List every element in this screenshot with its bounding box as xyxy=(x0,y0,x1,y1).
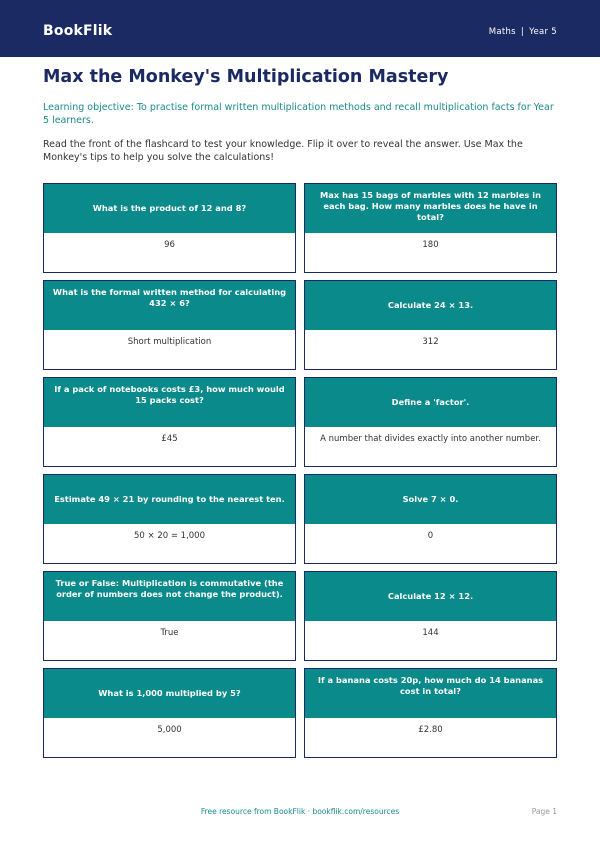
flashcard-answer: True xyxy=(160,628,179,638)
flashcard-question: True or False: Multiplication is commutative (the order of numbers does not change the product). xyxy=(44,572,295,621)
flashcard-question: Max has 15 bags of marbles with 12 marbles in each bag. How many marbles does he have in total? xyxy=(305,184,556,233)
flashcard-answer: 180 xyxy=(422,240,439,250)
flashcard[interactable] xyxy=(304,571,557,661)
instructions-text: Read the front of the flashcard to test your knowledge. Flip it over to reveal the answer. Use Max the Monkey's tips to help you solve the calculations! xyxy=(43,139,523,163)
flashcard[interactable] xyxy=(304,183,557,273)
subject-label: Maths xyxy=(488,27,516,37)
flashcard-answer: £2.80 xyxy=(418,725,443,735)
flashcard-question: What is 1,000 multiplied by 5? xyxy=(44,669,295,718)
year-label: Year 5 xyxy=(529,27,557,37)
flashcard[interactable] xyxy=(43,668,296,758)
flashcard-answer: 0 xyxy=(427,531,434,541)
flashcard[interactable] xyxy=(304,280,557,370)
page-title: Max the Monkey's Multiplication Mastery xyxy=(43,67,449,87)
flashcard[interactable] xyxy=(43,474,296,564)
flashcard[interactable] xyxy=(43,183,296,273)
brand-logo-text[interactable]: BookFlik xyxy=(43,23,113,39)
meta-separator: | xyxy=(520,27,525,37)
footer-credit[interactable]: Free resource from BookFlik · bookflik.com/resources xyxy=(200,807,400,816)
page-number: Page 1 xyxy=(531,807,557,816)
flashcard-answer: Short multiplication xyxy=(127,337,212,347)
flashcard-question: If a pack of notebooks costs £3, how much would 15 packs cost? xyxy=(44,378,295,427)
flashcard-answer: 144 xyxy=(422,628,439,638)
flashcard-answer: 5,000 xyxy=(157,725,182,735)
flashcard-question: Solve 7 × 0. xyxy=(305,475,556,524)
subject-year-label xyxy=(489,26,557,38)
flashcard-question: What is the formal written method for calculating 432 × 6? xyxy=(44,281,295,330)
flashcard-question: Calculate 24 × 13. xyxy=(305,281,556,330)
flashcard[interactable] xyxy=(43,571,296,661)
flashcard-question: If a banana costs 20p, how much do 14 bananas cost in total? xyxy=(305,669,556,718)
learning-objective: Learning objective: To practise formal written multiplication methods and recall multiplication facts for Year 5 learners. xyxy=(43,102,554,126)
flashcard-question: Estimate 49 × 21 by rounding to the nearest ten. xyxy=(44,475,295,524)
flashcard[interactable] xyxy=(43,377,296,467)
flashcard-question: What is the product of 12 and 8? xyxy=(44,184,295,233)
flashcard-question: Calculate 12 × 12. xyxy=(305,572,556,621)
page-header xyxy=(0,0,600,57)
flashcard-grid xyxy=(43,183,557,758)
flashcard-answer: £45 xyxy=(161,434,178,444)
flashcard-question: Define a 'factor'. xyxy=(305,378,556,427)
flashcard[interactable] xyxy=(304,377,557,467)
flashcard-answer: 96 xyxy=(164,240,175,250)
flashcard-answer: A number that divides exactly into another number. xyxy=(320,434,541,444)
flashcard[interactable] xyxy=(304,668,557,758)
flashcard[interactable] xyxy=(43,280,296,370)
flashcard-answer: 312 xyxy=(422,337,439,347)
flashcard-answer: 50 × 20 = 1,000 xyxy=(133,531,206,541)
flashcard[interactable] xyxy=(304,474,557,564)
